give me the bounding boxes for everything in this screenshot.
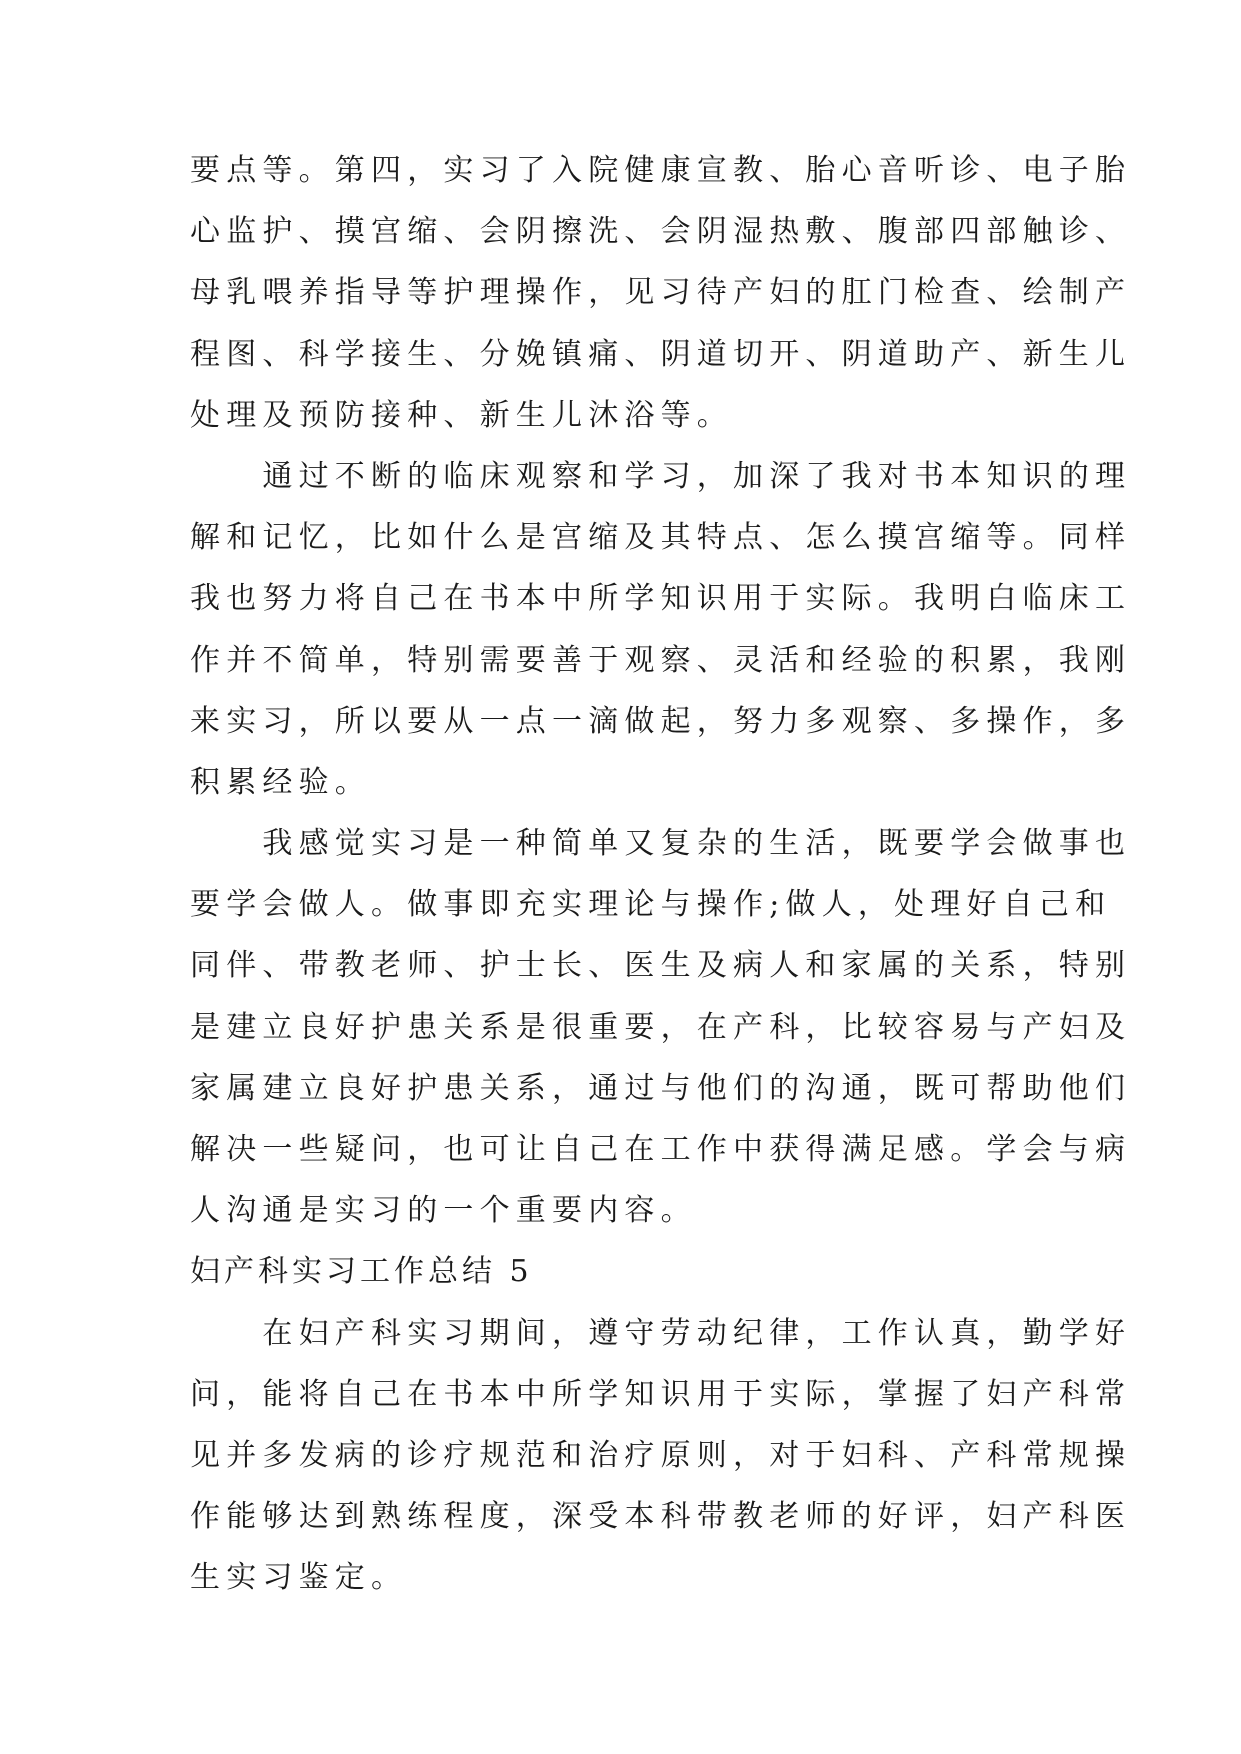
text-line: 家属建立良好护患关系，通过与他们的沟通，既可帮助他们 [190,1070,1132,1106]
text-line: 问，能将自己在书本中所学知识用于实际，掌握了妇产科常 [190,1376,1132,1412]
text-line: 程图、科学接生、分娩镇痛、阴道切开、阴道助产、新生儿 [190,336,1132,372]
text-line: 心监护、摸宫缩、会阴擦洗、会阴湿热敷、腹部四部触诊、 [190,214,1132,250]
text-line: 要学会做人。做事即充实理论与操作;做人，处理好自己和 [190,887,1112,923]
text-line: 母乳喂养指导等护理操作，见习待产妇的肛门检查、绘制产 [190,275,1132,311]
text-line: 见并多发病的诊疗规范和治疗原则，对于妇科、产科常规操 [190,1437,1132,1473]
text-line: 同伴、带教老师、护士长、医生及病人和家属的关系，特别 [190,948,1132,984]
text-line: 我感觉实习是一种简单又复杂的生活，既要学会做事也 [190,826,1132,862]
text-line: 在妇产科实习期间，遵守劳动纪律，工作认真，勤学好 [190,1315,1132,1351]
section-heading: 妇产科实习工作总结 5 [190,1254,533,1290]
text-line: 解决一些疑问，也可让自己在工作中获得满足感。学会与病 [190,1132,1132,1167]
text-line: 作能够达到熟练程度，深受本科带教老师的好评，妇产科医 [190,1499,1132,1535]
text-line: 是建立良好护患关系是很重要，在产科，比较容易与产妇及 [190,1009,1132,1045]
text-line: 积累经验。 [190,764,371,800]
text-line: 作并不简单，特别需要善于观察、灵活和经验的积累，我刚 [190,642,1132,678]
text-line: 生实习鉴定。 [190,1560,408,1596]
document-body [190,140,1132,1609]
text-line: 我也努力将自己在书本中所学知识用于实际。我明白临床工 [190,581,1132,617]
text-line: 通过不断的临床观察和学习，加深了我对书本知识的理 [190,458,1132,494]
text-line: 要点等。第四，实习了入院健康宣教、胎心音听诊、电子胎 [190,153,1132,188]
text-line: 来实习，所以要从一点一滴做起，努力多观察、多操作，多 [190,703,1132,739]
text-line: 处理及预防接种、新生儿沐浴等。 [190,397,733,433]
text-line: 解和记忆，比如什么是宫缩及其特点、怎么摸宫缩等。同样 [190,520,1132,556]
text-line: 人沟通是实习的一个重要内容。 [190,1193,697,1229]
